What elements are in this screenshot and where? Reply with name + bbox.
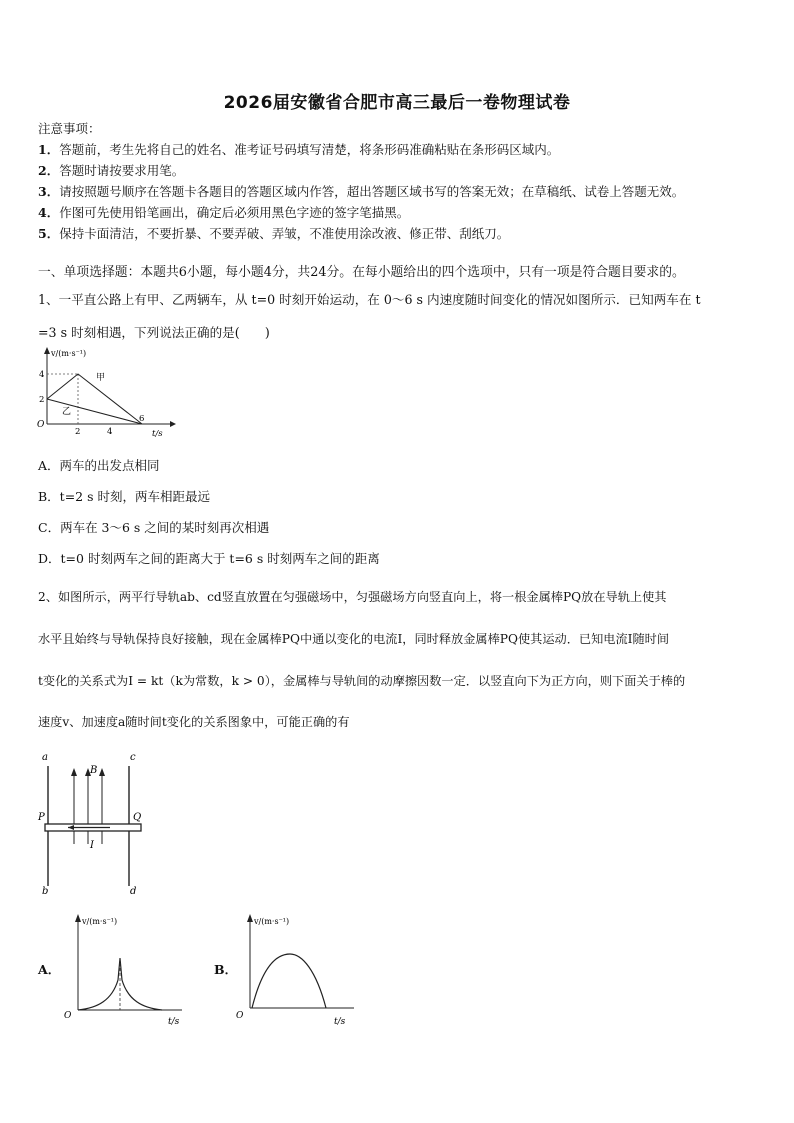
notice-item-5 xyxy=(38,226,509,242)
notice-num: 3． xyxy=(38,184,60,199)
q1-option-a: A．两车的出发点相同 xyxy=(38,458,160,473)
notice-num: 4． xyxy=(38,205,60,220)
notice-heading: 注意事项： xyxy=(38,121,101,136)
label-b: b xyxy=(42,886,49,897)
notice-item-2 xyxy=(38,163,184,179)
field-arrow xyxy=(99,768,105,776)
q1-option-b: B．t=2 s 时刻，两车相距最远 xyxy=(38,489,210,504)
x-tick-6: 6 xyxy=(139,414,145,424)
q2-option-a-graph xyxy=(60,910,190,1032)
q2-rail-figure xyxy=(34,744,164,900)
q2-option-b-graph xyxy=(232,910,362,1032)
x-tick-4: 4 xyxy=(107,427,113,437)
origin-label: O xyxy=(37,420,45,430)
notice-num: 2． xyxy=(38,163,60,178)
q1-stem-line1: 1、一平直公路上有甲、乙两辆车，从 t=0 时刻开始运动，在 0～6 s 内速度随时间变化的情况如图所示．已知两车在 t xyxy=(38,292,701,307)
y-axis-arrow xyxy=(247,914,253,922)
label-jia: 甲 xyxy=(96,373,106,383)
label-p: P xyxy=(38,812,45,823)
page-title: 2026届安徽省合肥市高三最后一卷物理试卷 xyxy=(223,93,571,113)
x-tick-2: 2 xyxy=(75,427,81,437)
notice-num: 1． xyxy=(38,142,60,157)
q1-option-d: D．t=0 时刻两车之间的距离大于 t=6 s 时刻两车之间的距离 xyxy=(38,551,380,566)
q2-stem-line1: 2、如图所示，两平行导轨ab、cd竖直放置在匀强磁场中，匀强磁场方向竖直向上，将一根金属棒PQ放在导轨上使其 xyxy=(38,590,667,604)
x-axis-label: t/s xyxy=(152,429,163,439)
q2-stem-line2: 水平且始终与导轨保持良好接触，现在金属棒PQ中通以变化的电流I，同时释放金属棒PQ使其运动．已知电流I随时间 xyxy=(38,632,670,646)
notice-item-3 xyxy=(38,184,684,200)
origin-label: O xyxy=(64,1011,72,1021)
notice-item-1 xyxy=(38,142,559,158)
label-yi: 乙 xyxy=(62,407,72,417)
label-b-field: B xyxy=(90,765,98,776)
notice-text: 保持卡面清洁，不要折暴、不要弄破、弄皱，不准使用涂改液、修正带、刮纸刀。 xyxy=(59,226,510,241)
y-axis-label: v/(m·s⁻¹) xyxy=(254,917,290,926)
label-a: a xyxy=(42,752,48,763)
q2-option-a-label: A． xyxy=(38,962,61,977)
label-d: d xyxy=(130,886,137,897)
q2-option-b-label: B． xyxy=(214,962,238,977)
q1-vt-graph xyxy=(30,344,180,440)
y-axis-label: v/(m·s⁻¹) xyxy=(51,349,87,358)
section-heading: 一、单项选择题：本题共6小题，每小题4分，共24分。在每小题给出的四个选项中，只有一项是符合题目要求的。 xyxy=(38,265,685,280)
y-axis-arrow xyxy=(75,914,81,922)
y-tick-4: 4 xyxy=(39,370,45,380)
notice-text: 请按照题号顺序在答题卡各题目的答题区域内作答，超出答题区域书写的答案无效；在草稿纸、试卷上答题无效。 xyxy=(59,184,685,199)
x-axis-arrow xyxy=(170,421,176,427)
notice-item-4 xyxy=(38,205,409,221)
x-axis-label: t/s xyxy=(168,1017,180,1027)
notice-text: 答题前，考生先将自己的姓名、准考证号码填写清楚，将条形码准确粘贴在条形码区域内。 xyxy=(59,142,560,157)
notice-text: 作图可先使用铅笔画出，确定后必须用黑色字迹的签字笔描黑。 xyxy=(59,205,410,220)
q1-option-c: C．两车在 3～6 s 之间的某时刻再次相遇 xyxy=(38,520,270,535)
q2-stem-line3: t变化的关系式为I = kt（k为常数，k > 0），金属棒与导轨间的动摩擦因数一定．以竖直向下为正方向，则下面关于棒的 xyxy=(38,674,686,688)
curve-b xyxy=(252,954,326,1008)
label-q: Q xyxy=(133,812,142,823)
label-current: I xyxy=(90,840,94,851)
notice-text: 答题时请按要求用笔。 xyxy=(59,163,185,178)
y-axis-arrow xyxy=(44,347,50,354)
x-axis-label: t/s xyxy=(334,1017,346,1027)
field-arrow xyxy=(71,768,77,776)
y-axis-label: v/(m·s⁻¹) xyxy=(82,917,118,926)
q2-stem-line4: 速度v、加速度a随时间t变化的关系图象中，可能正确的有 xyxy=(38,715,350,729)
notice-num: 5． xyxy=(38,226,60,241)
origin-label: O xyxy=(236,1011,244,1021)
q1-stem-line2: =3 s 时刻相遇，下列说法正确的是( ) xyxy=(38,325,270,340)
y-tick-2: 2 xyxy=(39,395,45,405)
label-c: c xyxy=(130,752,136,763)
